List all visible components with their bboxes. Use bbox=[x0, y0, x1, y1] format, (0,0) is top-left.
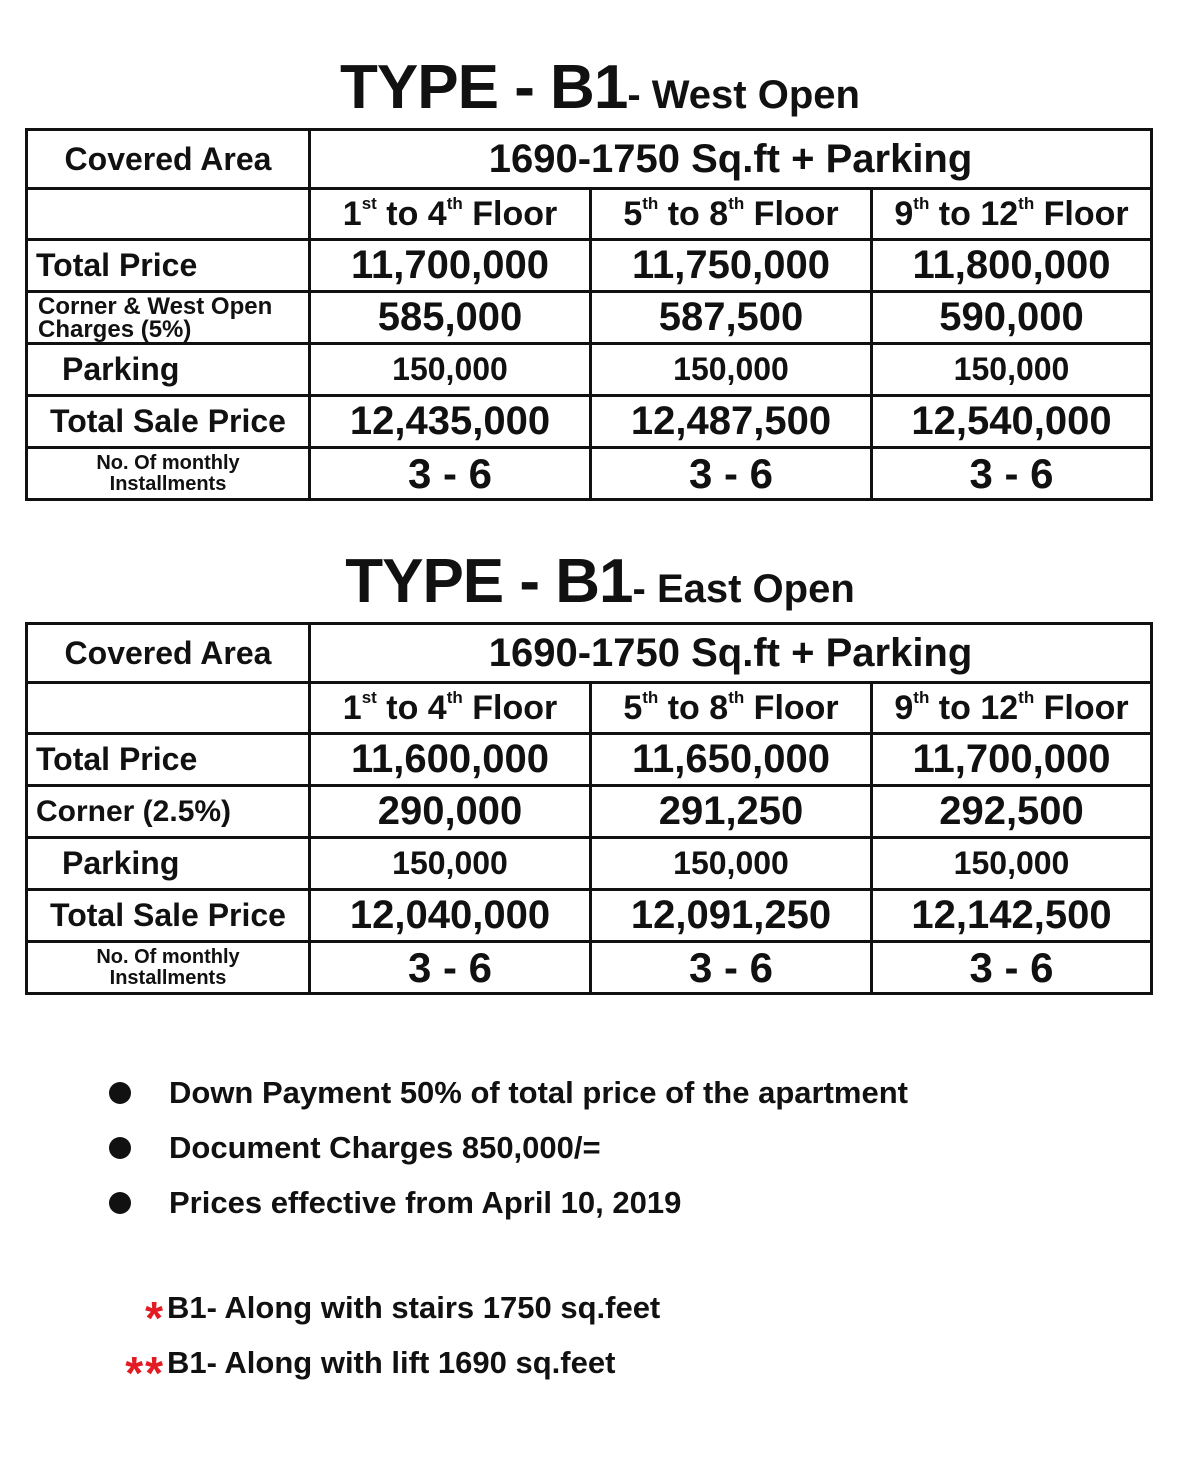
installment-cell: 3 - 6 bbox=[872, 942, 1152, 994]
row-label: Total Price bbox=[27, 734, 310, 786]
row-label: No. Of monthly Installments bbox=[27, 942, 310, 994]
floor-header: 5th to 8th Floor bbox=[591, 683, 872, 734]
empty-cell bbox=[27, 683, 310, 734]
price-cell: 587,500 bbox=[591, 292, 872, 344]
footnote-text: B1- Along with lift 1690 sq.feet bbox=[167, 1345, 616, 1380]
table-row bbox=[27, 189, 1152, 240]
notes-list bbox=[105, 1065, 908, 1230]
price-cell: 291,250 bbox=[591, 786, 872, 838]
footnote-text: B1- Along with stairs 1750 sq.feet bbox=[167, 1290, 661, 1325]
floor-header: 1st to 4th Floor bbox=[310, 683, 591, 734]
table-row bbox=[27, 942, 1152, 994]
table-row bbox=[27, 396, 1152, 448]
table-row bbox=[27, 344, 1152, 396]
table-row bbox=[27, 734, 1152, 786]
table-row bbox=[27, 890, 1152, 942]
price-cell: 12,040,000 bbox=[310, 890, 591, 942]
floor-header: 9th to 12th Floor bbox=[872, 189, 1152, 240]
table-row bbox=[27, 292, 1152, 344]
installment-cell: 3 - 6 bbox=[310, 448, 591, 500]
price-cell: 12,540,000 bbox=[872, 396, 1152, 448]
footnote-stairs bbox=[75, 1290, 661, 1344]
price-cell: 11,600,000 bbox=[310, 734, 591, 786]
price-cell: 11,700,000 bbox=[310, 240, 591, 292]
table-row bbox=[27, 838, 1152, 890]
table-row bbox=[27, 683, 1152, 734]
list-item bbox=[105, 1175, 908, 1230]
list-item bbox=[105, 1120, 908, 1175]
price-cell: 150,000 bbox=[591, 838, 872, 890]
floor-header: 1st to 4th Floor bbox=[310, 189, 591, 240]
table-row bbox=[27, 130, 1152, 189]
price-table-west bbox=[25, 128, 1153, 501]
price-cell: 590,000 bbox=[872, 292, 1152, 344]
covered-area-value: 1690-1750 Sq.ft + Parking bbox=[310, 130, 1152, 189]
bullet-icon bbox=[109, 1082, 131, 1104]
note-text: Document Charges 850,000/= bbox=[169, 1129, 601, 1165]
price-cell: 150,000 bbox=[591, 344, 872, 396]
section-title-west bbox=[0, 52, 1200, 123]
price-cell: 292,500 bbox=[872, 786, 1152, 838]
price-cell: 11,650,000 bbox=[591, 734, 872, 786]
installment-cell: 3 - 6 bbox=[591, 448, 872, 500]
table-row bbox=[27, 786, 1152, 838]
installment-cell: 3 - 6 bbox=[310, 942, 591, 994]
row-label: Corner & West Open Charges (5%) bbox=[27, 292, 310, 344]
floor-header: 9th to 12th Floor bbox=[872, 683, 1152, 734]
asterisk-icon: ** bbox=[125, 1347, 165, 1399]
row-label: Parking bbox=[27, 344, 310, 396]
footnote-lift bbox=[75, 1345, 616, 1399]
installment-cell: 3 - 6 bbox=[872, 448, 1152, 500]
table-row bbox=[27, 240, 1152, 292]
price-cell: 290,000 bbox=[310, 786, 591, 838]
list-item bbox=[105, 1065, 908, 1120]
row-label: Total Price bbox=[27, 240, 310, 292]
price-cell: 150,000 bbox=[872, 344, 1152, 396]
empty-cell bbox=[27, 189, 310, 240]
note-text: Down Payment 50% of total price of the apartment bbox=[169, 1074, 908, 1110]
price-table-east bbox=[25, 622, 1153, 995]
note-text: Prices effective from April 10, 2019 bbox=[169, 1184, 682, 1220]
asterisk-icon: * bbox=[145, 1292, 165, 1344]
price-cell: 585,000 bbox=[310, 292, 591, 344]
row-label: Parking bbox=[27, 838, 310, 890]
covered-area-value: 1690-1750 Sq.ft + Parking bbox=[310, 624, 1152, 683]
covered-area-label: Covered Area bbox=[27, 624, 310, 683]
installment-cell: 3 - 6 bbox=[591, 942, 872, 994]
price-cell: 12,435,000 bbox=[310, 396, 591, 448]
table-row bbox=[27, 448, 1152, 500]
covered-area-label: Covered Area bbox=[27, 130, 310, 189]
price-cell: 11,700,000 bbox=[872, 734, 1152, 786]
title-main: TYPE - B1 bbox=[345, 547, 633, 616]
price-cell: 12,142,500 bbox=[872, 890, 1152, 942]
price-cell: 150,000 bbox=[310, 838, 591, 890]
title-main: TYPE - B1 bbox=[340, 53, 628, 122]
title-sub: - East Open bbox=[632, 567, 855, 611]
floor-header: 5th to 8th Floor bbox=[591, 189, 872, 240]
price-cell: 150,000 bbox=[310, 344, 591, 396]
bullet-icon bbox=[109, 1137, 131, 1159]
row-label: Corner (2.5%) bbox=[27, 786, 310, 838]
row-label: Total Sale Price bbox=[27, 890, 310, 942]
table-row bbox=[27, 624, 1152, 683]
row-label: No. Of monthly Installments bbox=[27, 448, 310, 500]
price-cell: 12,487,500 bbox=[591, 396, 872, 448]
section-title-east bbox=[0, 546, 1200, 617]
price-cell: 12,091,250 bbox=[591, 890, 872, 942]
title-sub: - West Open bbox=[627, 73, 860, 117]
price-cell: 150,000 bbox=[872, 838, 1152, 890]
row-label: Total Sale Price bbox=[27, 396, 310, 448]
bullet-icon bbox=[109, 1192, 131, 1214]
price-cell: 11,800,000 bbox=[872, 240, 1152, 292]
price-cell: 11,750,000 bbox=[591, 240, 872, 292]
